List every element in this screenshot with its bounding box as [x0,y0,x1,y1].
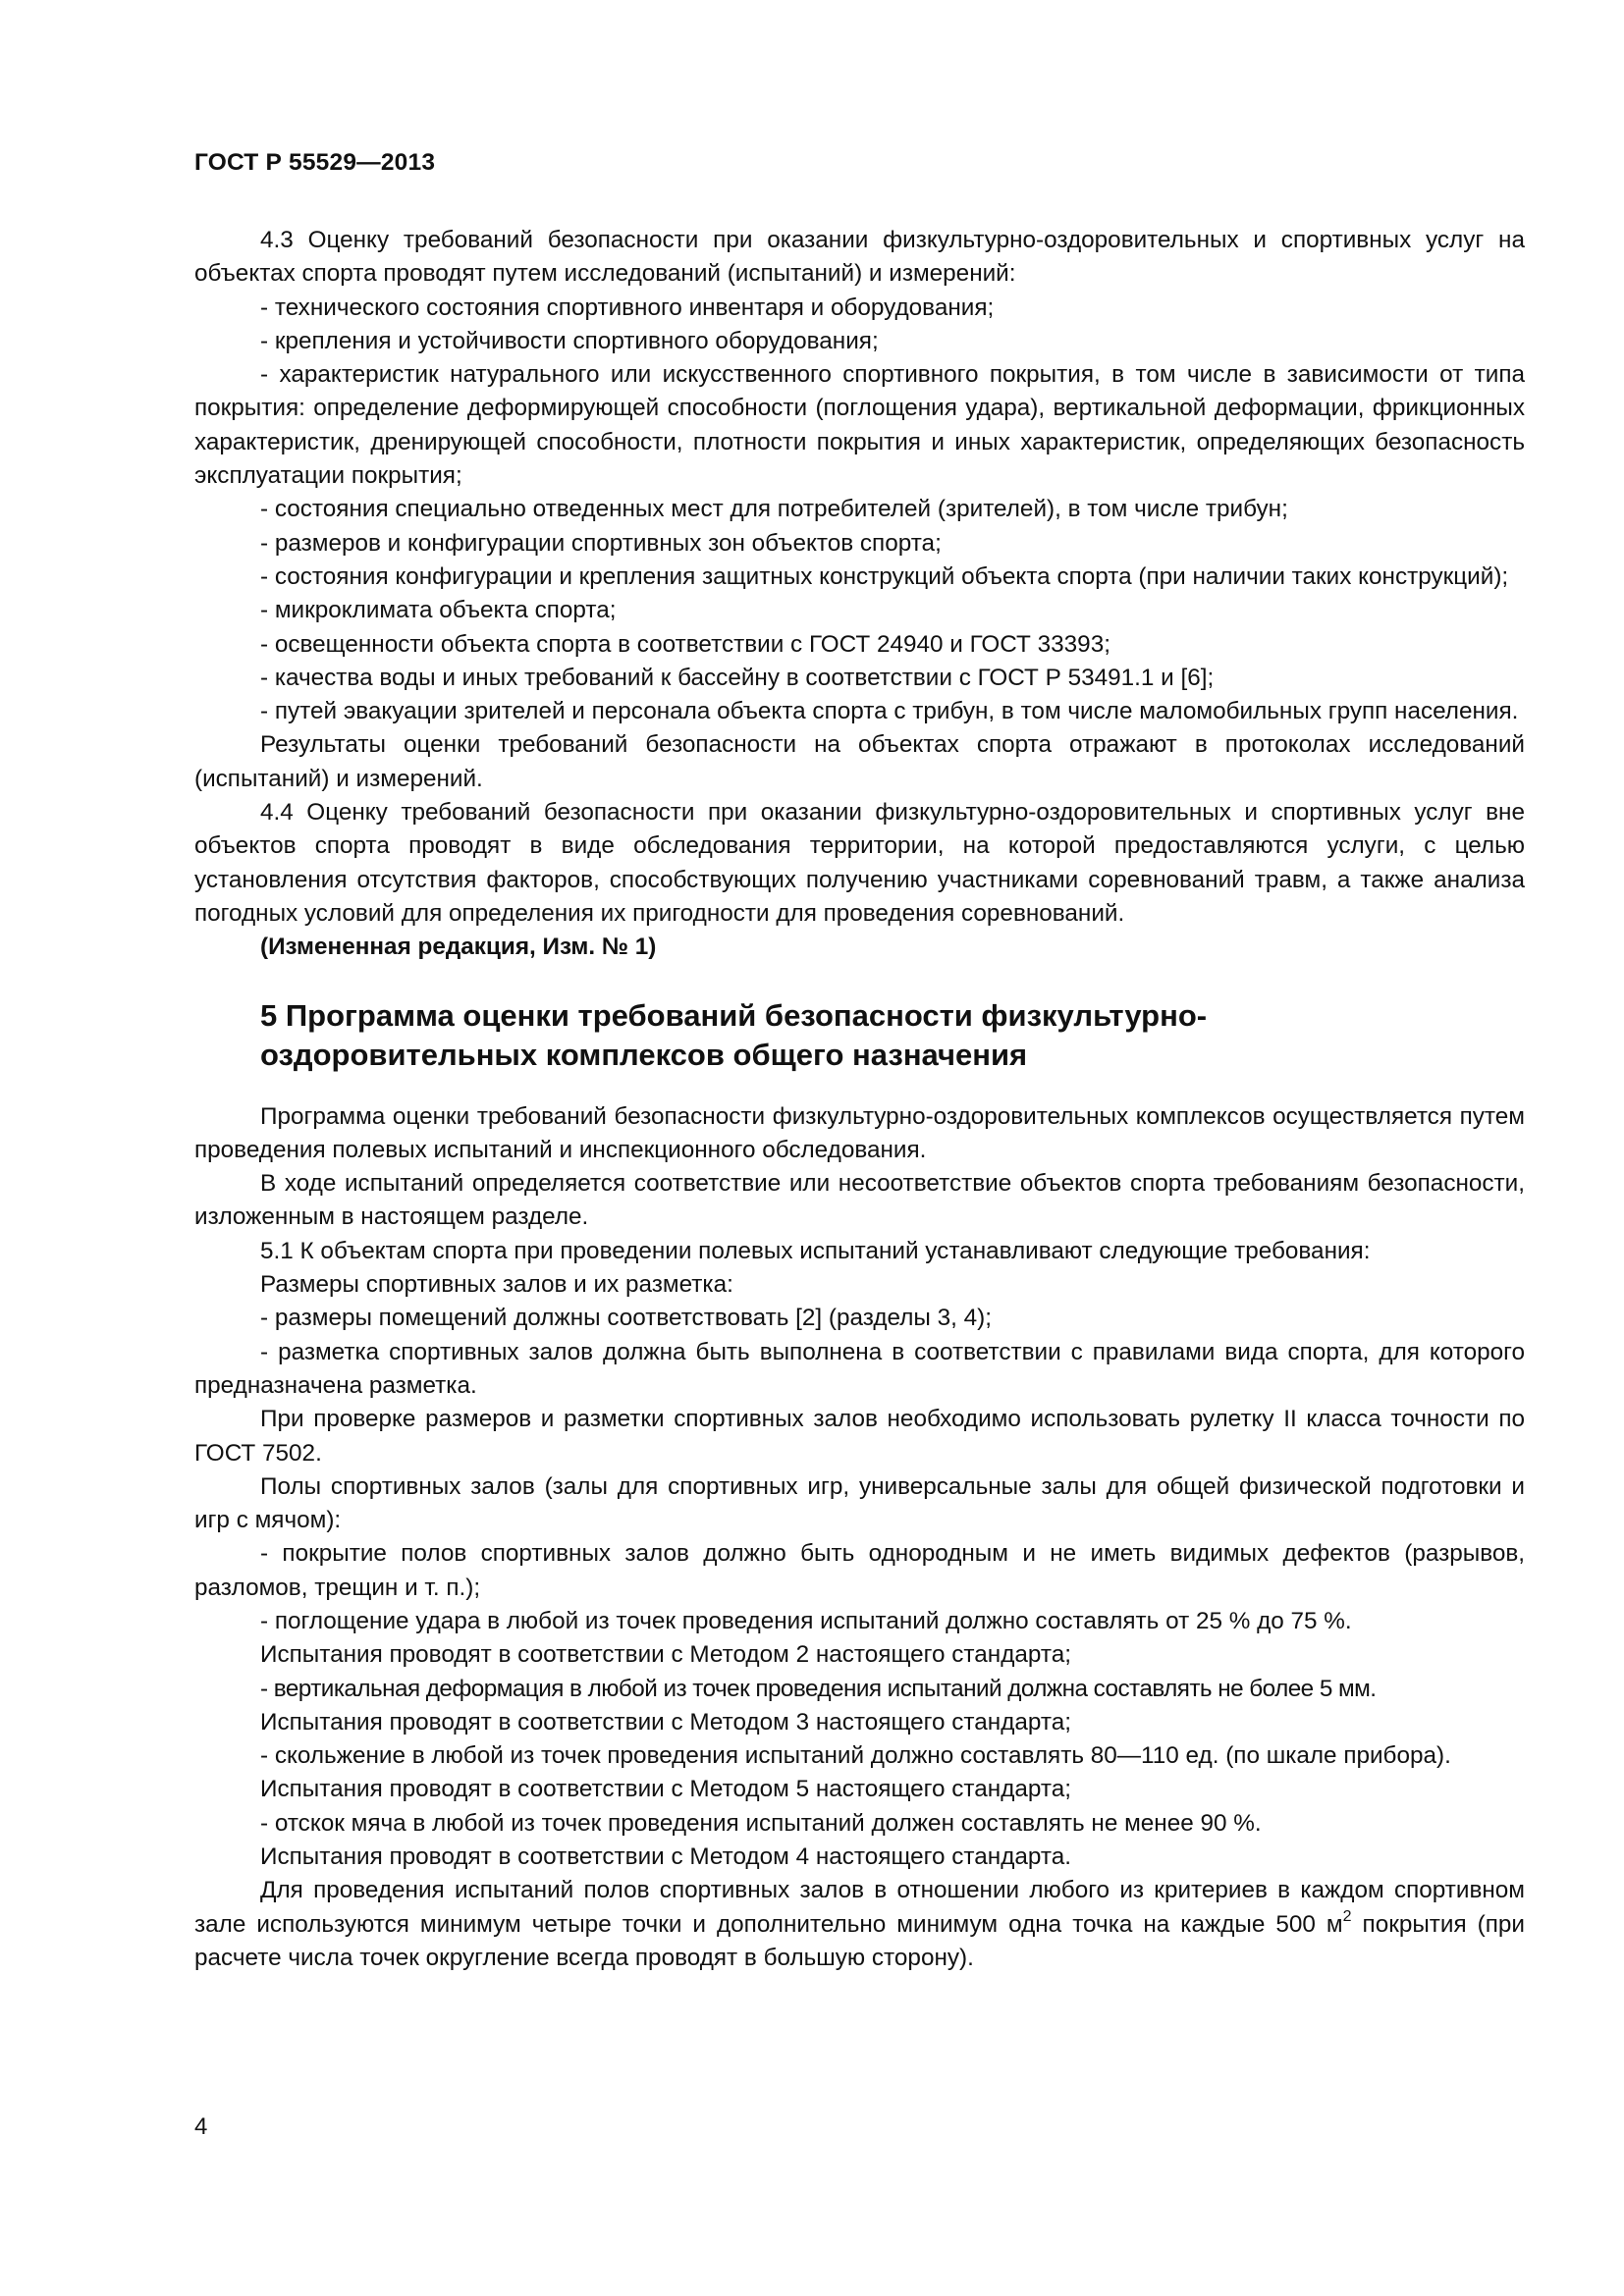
paragraph: - скольжение в любой из точек проведения испытаний должно составлять 80—110 ед. (по шкале прибора). [260,1742,1451,1770]
document-header: ГОСТ Р 55529—2013 [194,149,436,176]
document-page [194,0,1525,2296]
section-title-line: оздоровительных комплексов общего назначения [260,1037,1028,1072]
paragraph: - поглощение удара в любой из точек проведения испытаний должно составлять от 25 % до 75 %. [260,1607,1352,1634]
page-number: 4 [194,2113,208,2140]
superscript: 2 [1342,1907,1352,1925]
paragraph: 5.1 К объектам спорта при проведении полевых испытаний устанавливают следующие требования: [260,1237,1371,1264]
paragraph: Программа оценки требований безопасности физкультурно-оздоровительных комплексов осуществляется путем проведения полевых испытаний и инспекционного обследования. [194,1102,1525,1163]
paragraph: Размеры спортивных залов и их разметка: [260,1271,733,1299]
paragraph: Результаты оценки требований безопасности на объектах спорта отражают в протоколах исследований (испытаний) и измерений. [194,731,1525,792]
paragraph: - размеров и конфигурации спортивных зон объектов спорта; [260,529,942,557]
paragraph: - крепления и устойчивости спортивного оборудования; [260,327,879,354]
paragraph: - состояния конфигурации и крепления защитных конструкций объекта спорта (при наличии таких конструкций); [260,562,1509,590]
paragraph: - состояния специально отведенных мест для потребителей (зрителей), в том числе трибун; [260,496,1288,523]
paragraph: - размеры помещений должны соответствовать [2] (разделы 3, 4); [260,1305,992,1332]
paragraph: - технического состояния спортивного инвентаря и оборудования; [260,294,995,321]
text-run: покрытия (при расчете числа точек округление всегда проводят в большую сторону). [194,1910,1525,1971]
paragraph: Испытания проводят в соответствии с Методом 3 настоящего стандарта; [260,1708,1071,1735]
paragraph: - разметка спортивных залов должна быть выполнена в соответствии с правилами вида спорта, для которого предназначена разметка. [194,1338,1525,1399]
paragraph-last [194,1874,1525,1975]
paragraph: - качества воды и иных требований к бассейну в соответствии с ГОСТ Р 53491.1 и [6]; [260,664,1215,691]
paragraph: - вертикальная деформация в любой из точек проведения испытаний должна составлять не более 5 мм. [260,1675,1377,1702]
section-5-title [194,996,1525,1075]
paragraph: Испытания проводят в соответствии с Методом 4 настоящего стандарта. [260,1843,1071,1871]
paragraph: - отскок мяча в любой из точек проведения испытаний должен составлять не менее 90 %. [260,1809,1262,1837]
paragraph: Полы спортивных залов (залы для спортивных игр, универсальные залы для общей физической подготовки и игр с мячом): [194,1472,1525,1534]
paragraph: - покрытие полов спортивных залов должно быть однородным и не иметь видимых дефектов (разрывов, разломов, трещин и т. п.); [194,1540,1525,1601]
paragraph: - освещенности объекта спорта в соответствии с ГОСТ 24940 и ГОСТ 33393; [260,630,1110,658]
paragraph: Испытания проводят в соответствии с Методом 5 настоящего стандарта; [260,1776,1071,1803]
paragraph: При проверке размеров и разметки спортивных залов необходимо использовать рулетку II класса точности по ГОСТ 7502. [194,1406,1525,1467]
paragraph: - путей эвакуации зрителей и персонала объекта спорта с трибун, в том числе маломобильных групп населения. [260,698,1519,725]
paragraph: - характеристик натурального или искусственного спортивного покрытия, в том числе в зависимости от типа покрытия: определение деформирующей способности (поглощения удара), вертикальной деформации, фрикционных характеристик, дренирующей способности, плотности покрытия и иных характеристик, определяющих безопасность эксплуатации покрытия; [194,361,1525,490]
amendment-note: (Измененная редакция, Изм. № 1) [260,934,657,961]
paragraph: В ходе испытаний определяется соответствие или несоответствие объектов спорта требованиям безопасности, изложенным в настоящем разделе. [194,1170,1525,1231]
paragraph: 4.3 Оценку требований безопасности при оказании физкультурно-оздоровительных и спортивных услуг на объектах спорта проводят путем исследований (испытаний) и измерений: [194,227,1525,288]
paragraph: 4.4 Оценку требований безопасности при оказании физкультурно-оздоровительных и спортивных услуг вне объектов спорта проводят в виде обследования территории, на которой предоставляются услуги, с целью установления отсутствия факторов, способствующих получению участниками соревнований травм, а также анализа погодных условий для определения их пригодности для проведения соревнований. [194,799,1525,927]
text-run: Для проведения испытаний полов спортивных залов в отношении любого из критериев в каждом спортивном зале используются минимум четыре точки и дополнительно минимум одна точка на каждые 500 м [194,1877,1525,1938]
document-body [194,224,1525,1975]
section-title-line: 5 Программа оценки требований безопасности физкультурно- [260,997,1208,1033]
paragraph: Испытания проводят в соответствии с Методом 2 настоящего стандарта; [260,1641,1071,1669]
paragraph: - микроклимата объекта спорта; [260,597,617,624]
